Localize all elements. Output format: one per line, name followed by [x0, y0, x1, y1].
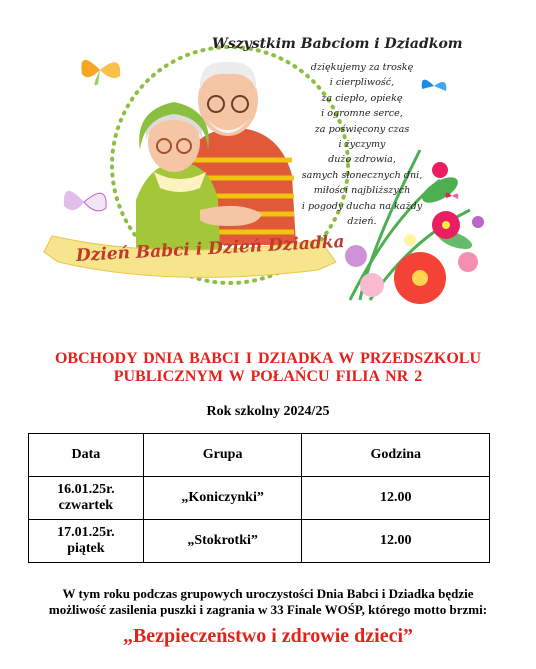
column-header-time: Godzina [302, 434, 490, 477]
group-cell: „Koniczynki” [143, 477, 302, 520]
butterfly-icon [446, 192, 459, 199]
poem-line: za poświęcony czas [314, 123, 410, 135]
time-cell: 12.00 [302, 477, 490, 520]
day-value: czwartek [58, 498, 114, 513]
title-line-2: PUBLICZNYM W POŁAŃCU FILIA NR 2 [113, 368, 423, 385]
notice-line-2: możliwość zasilenia puszki i zagrania w 33 Finale WOŚP, którego motto brzmi: [48, 602, 488, 617]
column-header-date: Data [29, 434, 144, 477]
poem-line: i życzymy [338, 139, 386, 151]
wosp-motto: „Bezpieczeństwo i zdrowie dzieci” [122, 625, 414, 647]
date-cell [29, 520, 144, 563]
column-header-group: Grupa [143, 434, 302, 477]
date-value: 17.01.25r. [57, 525, 115, 540]
poem-title: Wszystkim Babciom i Dziadkom [212, 36, 463, 52]
title-line-1: OBCHODY DNIA BABCI I DZIADKA W PRZEDSZKOLU [54, 350, 481, 367]
poster-illustration [0, 0, 536, 320]
butterfly-icon [81, 60, 120, 85]
poem-line: dużo zdrowia, [328, 154, 396, 166]
poem-line: miłości najbliższych [313, 185, 411, 197]
date-value: 16.01.25r. [57, 482, 115, 497]
poem-line: dzień. [347, 216, 377, 228]
notice-text [0, 586, 536, 618]
poem-line: samych słonecznych dni, [301, 169, 423, 181]
date-cell [29, 477, 144, 520]
school-year: Rok szkolny 2024/25 [206, 404, 330, 419]
time-cell: 12.00 [302, 520, 490, 563]
table-row [29, 477, 490, 520]
table-row [29, 520, 490, 563]
butterfly-icon [64, 191, 106, 211]
poem-line: i pogody ducha na każdy [301, 200, 423, 212]
table-header-row [29, 434, 490, 477]
page-title [0, 350, 536, 386]
poem-line: za ciepło, opiekę [321, 92, 403, 104]
ribbon-text: Dzień Babci i Dzień Dziadka [75, 231, 345, 266]
poem-line: i ogromne serce, [321, 108, 403, 120]
schedule-table [28, 433, 490, 563]
group-cell: „Stokrotki” [143, 520, 302, 563]
day-value: piątek [67, 541, 105, 556]
notice-line-1: W tym roku podczas grupowych uroczystości Dnia Babci i Dziadka będzie [62, 586, 474, 601]
poem-line: i cierpliwość, [329, 77, 395, 89]
poem-text [282, 60, 442, 229]
poem-line: dziękujemy za troskę [310, 62, 414, 73]
